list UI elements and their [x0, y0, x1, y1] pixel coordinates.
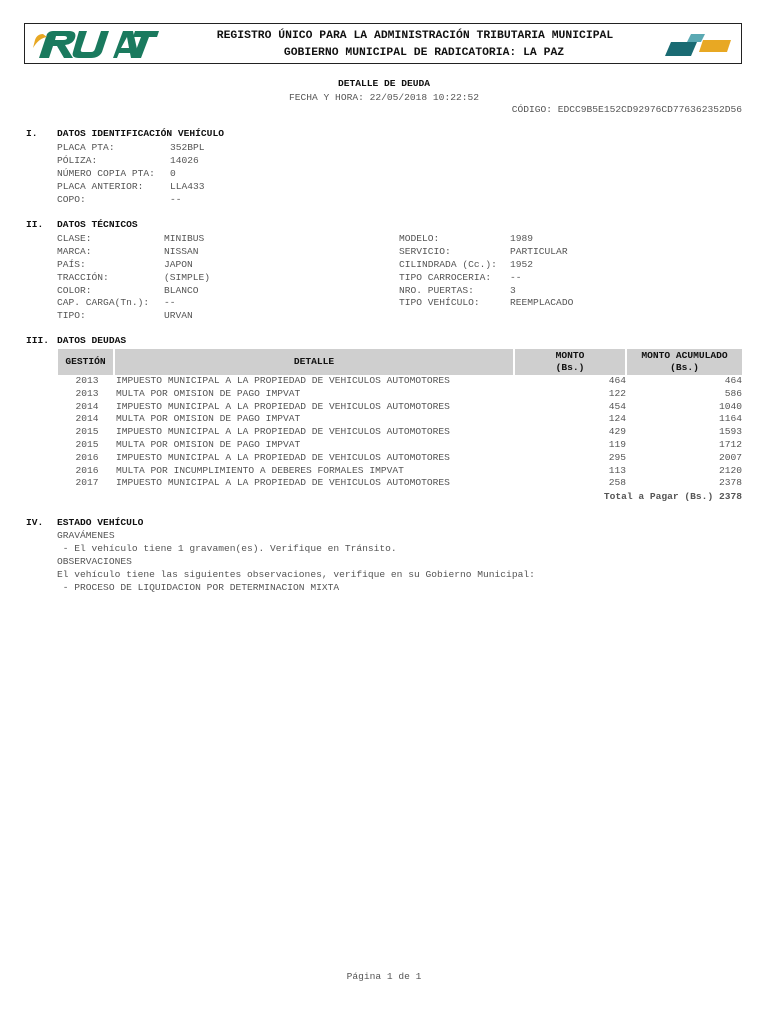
field-label: TIPO CARROCERIA: [399, 271, 492, 283]
field-row [57, 246, 357, 259]
col-gestion: GESTIÓN [58, 349, 114, 375]
field-row [57, 310, 357, 323]
acumulado-cell: 464 [724, 375, 742, 386]
field-label: COLOR: [57, 284, 92, 296]
field-label: PLACA PTA: [57, 142, 115, 153]
ruat-logo [29, 28, 159, 62]
acumulado-cell: 2007 [718, 451, 742, 463]
field-label: PLACA ANTERIOR: [57, 181, 144, 192]
monto-cell: 119 [608, 438, 626, 450]
field-label: MODELO: [399, 233, 440, 244]
table-row [58, 413, 742, 426]
detalle-cell: IMPUESTO MUNICIPAL A LA PROPIEDAD DE VEHICULOS AUTOMOTORES [116, 426, 450, 438]
detalle-cell: IMPUESTO MUNICIPAL A LA PROPIEDAD DE VEHICULOS AUTOMOTORES [116, 400, 450, 412]
flag-logo-icon [657, 30, 737, 58]
field-row [399, 246, 699, 259]
field-value: 3 [510, 284, 516, 296]
field-row [57, 272, 357, 285]
section-ii-number: II. [26, 219, 44, 230]
gestion-cell: 2017 [75, 477, 99, 489]
estado-line: El vehículo tiene las siguientes observaciones, verifique en su Gobierno Municipal: [57, 568, 535, 580]
gestion-cell: 2013 [75, 387, 99, 399]
monto-cell: 464 [608, 375, 626, 386]
table-row [58, 477, 742, 490]
total-label: Total a Pagar (Bs.) [603, 491, 714, 503]
monto-cell: 429 [608, 426, 626, 438]
table-row [58, 401, 742, 414]
section-i-title: DATOS IDENTIFICACIÓN VEHÍCULO [57, 128, 224, 139]
field-label: CILINDRADA (Cc.): [399, 258, 497, 270]
field-row [399, 259, 699, 272]
acumulado-cell: 1593 [718, 426, 742, 438]
field-label: CAP. CARGA(Tn.): [57, 297, 150, 309]
acumulado-cell: 1040 [718, 400, 742, 412]
field-row [399, 272, 699, 285]
gestion-cell: 2015 [75, 438, 99, 450]
monto-cell: 124 [608, 413, 626, 425]
field-row [57, 233, 357, 246]
acumulado-cell: 2378 [718, 477, 742, 489]
monto-cell: 258 [608, 477, 626, 489]
field-row [57, 297, 357, 310]
field-row [57, 141, 257, 154]
fecha-hora: FECHA Y HORA: 22/05/2018 10:22:52 [289, 92, 479, 103]
monto-cell: 454 [608, 400, 626, 412]
field-label: MARCA: [57, 245, 92, 257]
detalle-cell: MULTA POR OMISION DE PAGO IMPVAT [116, 387, 301, 399]
section-iv-title: ESTADO VEHÍCULO [57, 517, 144, 528]
acumulado-cell: 586 [724, 387, 742, 399]
estado-vehiculo-lines [57, 530, 535, 594]
field-value: BLANCO [164, 284, 199, 296]
field-value: -- [164, 297, 176, 309]
section-iii-title: DATOS DEUDAS [57, 335, 127, 346]
total-value: 2378 [718, 491, 742, 503]
estado-line: OBSERVACIONES [57, 555, 132, 567]
field-label: CLASE: [57, 233, 92, 244]
field-value: 0 [170, 168, 176, 179]
table-row [58, 452, 742, 465]
gestion-cell: 2016 [75, 451, 99, 463]
section-iii-number: III. [26, 335, 50, 346]
field-value: NISSAN [164, 245, 199, 257]
field-value: REEMPLACADO [510, 297, 574, 309]
total-row [58, 490, 742, 504]
detalle-cell: IMPUESTO MUNICIPAL A LA PROPIEDAD DE VEHICULOS AUTOMOTORES [116, 477, 450, 489]
table-row [58, 439, 742, 452]
field-label: TRACCIÓN: [57, 271, 109, 283]
table-row [58, 388, 742, 401]
section-ii-left-fields [57, 233, 357, 323]
detalle-cell: IMPUESTO MUNICIPAL A LA PROPIEDAD DE VEHICULOS AUTOMOTORES [116, 375, 450, 386]
field-value: 14026 [170, 155, 199, 166]
field-label: SERVICIO: [399, 245, 451, 257]
table-row [58, 375, 742, 388]
codigo: CÓDIGO: EDCC9B5E152CD92976CD776362352D56 [511, 104, 742, 115]
section-ii-right-fields [399, 233, 699, 310]
field-value: -- [510, 271, 522, 283]
acumulado-cell: 1164 [718, 413, 742, 425]
gestion-cell: 2015 [75, 426, 99, 438]
section-ii-title: DATOS TÉCNICOS [57, 219, 138, 230]
gestion-cell: 2013 [75, 375, 99, 386]
table-row [58, 465, 742, 478]
field-row [57, 154, 257, 167]
acumulado-cell: 1712 [718, 438, 742, 450]
field-value: (SIMPLE) [164, 271, 211, 283]
field-value: 1952 [510, 258, 534, 270]
field-row [399, 233, 699, 246]
field-value: 1989 [510, 233, 534, 244]
section-i-fields [57, 141, 257, 206]
field-row [399, 297, 699, 310]
field-label: NRO. PUERTAS: [399, 284, 474, 296]
estado-line: GRAVÁMENES [57, 530, 115, 541]
table-row [58, 426, 742, 439]
page-number: Página 1 de 1 [346, 971, 422, 982]
field-row [399, 285, 699, 298]
field-label: PÓLIZA: [57, 155, 98, 166]
section-iv-number: IV. [26, 517, 44, 528]
col-acumulado [626, 349, 742, 375]
col-monto [514, 349, 626, 375]
field-label: PAÍS: [57, 258, 86, 270]
col-monto-line2: (Bs.) [555, 362, 585, 373]
field-value: -- [170, 194, 182, 205]
col-detalle: DETALLE [114, 349, 514, 375]
col-monto-line1: MONTO [555, 350, 585, 361]
section-i-number: I. [26, 128, 38, 139]
detalle-cell: MULTA POR OMISION DE PAGO IMPVAT [116, 413, 301, 425]
field-row [57, 167, 257, 180]
field-value: LLA433 [170, 181, 205, 192]
field-value: JAPON [164, 258, 193, 270]
monto-cell: 295 [608, 451, 626, 463]
field-label: NÚMERO COPIA PTA: [57, 168, 155, 179]
header-title-line1: REGISTRO ÚNICO PARA LA ADMINISTRACIÓN TRIBUTARIA MUNICIPAL [216, 30, 614, 42]
table-header-row [58, 349, 742, 375]
deudas-table [58, 349, 742, 504]
field-label: TIPO: [57, 310, 86, 322]
detalle-cell: MULTA POR OMISION DE PAGO IMPVAT [116, 438, 301, 450]
col-acum-line1: MONTO ACUMULADO [641, 350, 728, 361]
field-row [57, 180, 257, 193]
field-row [57, 193, 257, 206]
field-value: PARTICULAR [510, 245, 568, 257]
gestion-cell: 2014 [75, 400, 99, 412]
detalle-cell: IMPUESTO MUNICIPAL A LA PROPIEDAD DE VEHICULOS AUTOMOTORES [116, 451, 450, 463]
detalle-cell: MULTA POR INCUMPLIMIENTO A DEBERES FORMALES IMPVAT [116, 464, 404, 476]
col-acum-line2: (Bs.) [670, 362, 699, 373]
header-title [175, 28, 655, 62]
field-value: 352BPL [170, 142, 205, 153]
estado-line: - El vehículo tiene 1 gravamen(es). Verifique en Tránsito. [57, 542, 397, 554]
monto-cell: 113 [608, 464, 626, 476]
gestion-cell: 2016 [75, 464, 99, 476]
field-value: MINIBUS [164, 233, 205, 244]
field-label: TIPO VEHÍCULO: [399, 297, 480, 309]
deudas-table-body [58, 375, 742, 490]
field-row [57, 259, 357, 272]
field-value: URVAN [164, 310, 193, 322]
acumulado-cell: 2120 [718, 464, 742, 476]
field-label: COPO: [57, 194, 86, 205]
document-header [24, 23, 742, 64]
field-row [57, 285, 357, 298]
monto-cell: 122 [608, 387, 626, 399]
document-title: DETALLE DE DEUDA [337, 78, 431, 89]
gestion-cell: 2014 [75, 413, 99, 425]
header-title-line2: GOBIERNO MUNICIPAL DE RADICATORIA: LA PAZ [283, 47, 565, 59]
estado-line: - PROCESO DE LIQUIDACION POR DETERMINACION MIXTA [57, 581, 340, 593]
